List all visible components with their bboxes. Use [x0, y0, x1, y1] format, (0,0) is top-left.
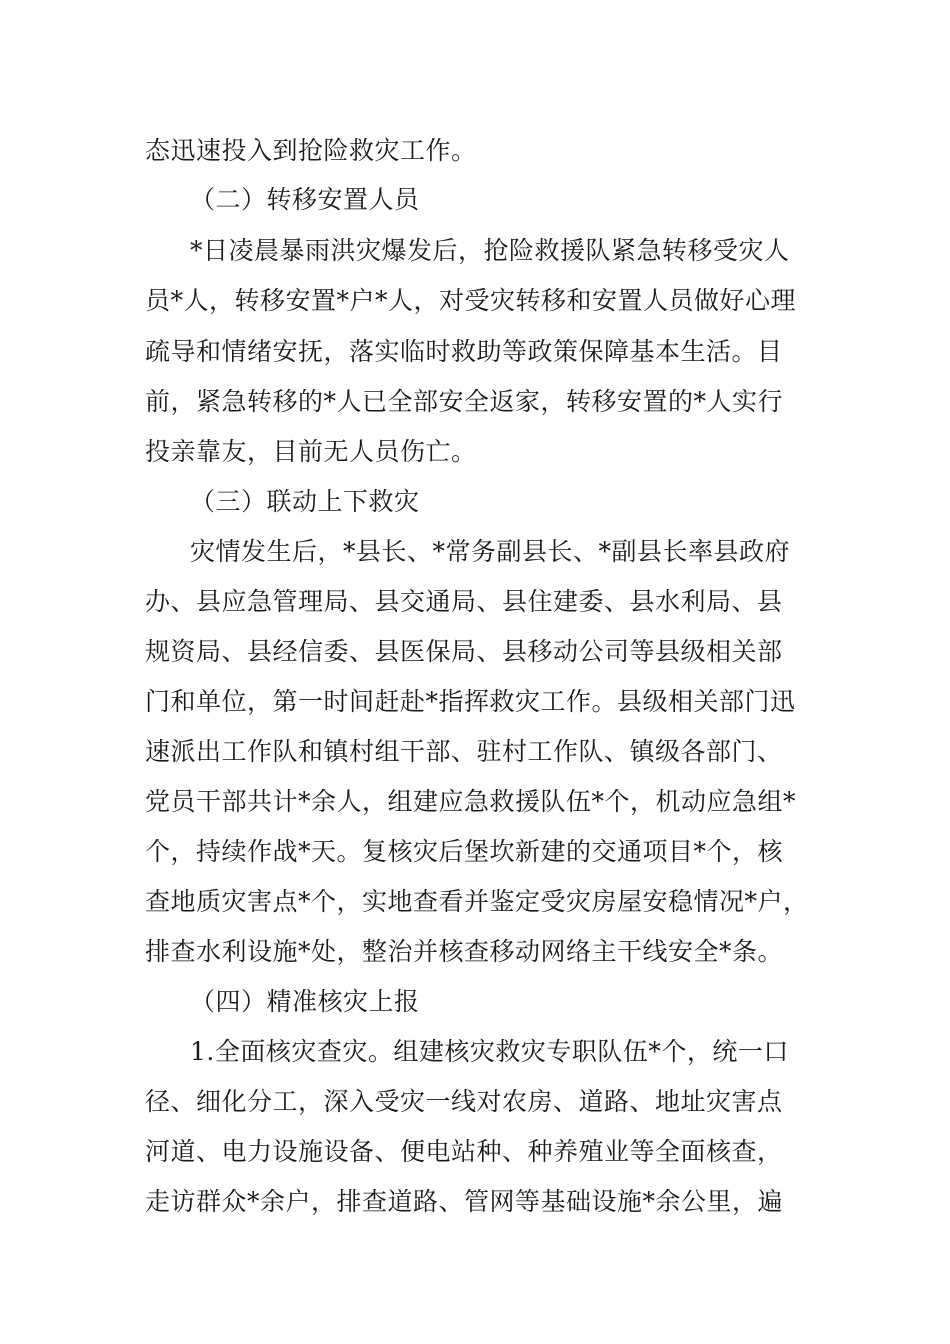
paragraph-line: 个，持续作战*天。复核灾后堡坎新建的交通项目*个，核 — [145, 837, 784, 866]
paragraph-line: 投亲靠友，目前无人员伤亡。 — [145, 437, 477, 466]
paragraph-line: 走访群众*余户，排查道路、管网等基础设施*余公里，遍 — [145, 1187, 784, 1216]
paragraph-line: 河道、电力设施设备、便电站种、种养殖业等全面核查， — [145, 1137, 783, 1166]
paragraph-line: 党员干部共计*余人，组建应急救援队伍*个，机动应急组* — [145, 787, 797, 816]
section-heading-3: （三）联动上下救灾 — [190, 487, 420, 516]
paragraph-line: 门和单位，第一时间赶赴*指挥救灾工作。县级相关部门迅 — [145, 687, 796, 716]
paragraph-line: 办、县应急管理局、县交通局、县住建委、县水利局、县 — [145, 587, 783, 616]
paragraph-line: 灾情发生后，*县长、*常务副县长、*副县长率县政府 — [190, 537, 791, 566]
paragraph-line: 排查水利设施*处，整治并核查移动网络主干线安全*条。 — [145, 937, 784, 966]
paragraph-line: 径、细化分工，深入受灾一线对农房、道路、地址灾害点 — [145, 1087, 783, 1116]
paragraph-line: 疏导和情绪安抚，落实临时救助等政策保障基本生活。目 — [145, 337, 783, 366]
paragraph-line: 规资局、县经信委、县医保局、县移动公司等县级相关部 — [145, 637, 783, 666]
paragraph-line: 前，紧急转移的*人已全部安全返家，转移安置的*人实行 — [145, 387, 784, 416]
paragraph-line: 员*人，转移安置*户*人，对受灾转移和安置人员做好心理 — [145, 286, 797, 315]
paragraph-line: 速派出工作队和镇村组干部、驻村工作队、镇级各部门、 — [145, 737, 783, 766]
body-text-line: 态迅速投入到抢险救灾工作。 — [145, 136, 477, 165]
paragraph-line: 查地质灾害点*个，实地查看并鉴定受灾房屋安稳情况*户， — [145, 887, 809, 916]
section-heading-4: （四）精准核灾上报 — [190, 987, 420, 1016]
paragraph-line: 1.全面核灾查灾。组建核灾救灾专职队伍*个，统一口 — [190, 1037, 789, 1066]
paragraph-line: *日凌晨暴雨洪灾爆发后，抢险救援队紧急转移受灾人 — [190, 236, 790, 265]
section-heading-2: （二）转移安置人员 — [190, 185, 420, 214]
